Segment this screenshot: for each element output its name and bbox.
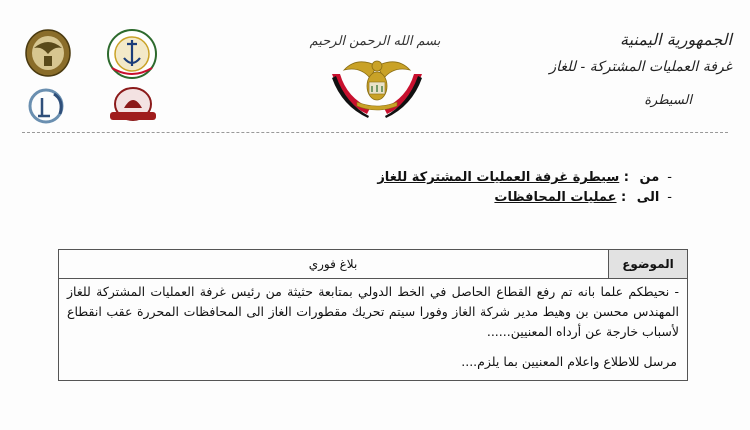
gas-company-logo-icon <box>24 86 72 126</box>
navy-emblem-icon <box>106 28 158 80</box>
from-line: -من : سيطرة غرفة العمليات المشتركة للغاز <box>377 170 672 185</box>
military-emblem-icon <box>24 28 72 78</box>
to-value: عمليات المحافظات <box>494 190 617 205</box>
letterhead <box>522 30 732 108</box>
subject-label: الموضوع <box>608 250 687 278</box>
from-label: من <box>639 170 660 185</box>
subject-value: بلاغ فوري <box>308 257 358 271</box>
from-value: سيطرة غرفة العمليات المشتركة للغاز <box>377 170 620 185</box>
to-line: -الى : عمليات المحافظات <box>494 190 672 205</box>
unit-badge-icon <box>106 86 160 124</box>
subject-row <box>59 250 687 279</box>
eagle-emblem-icon <box>322 52 432 122</box>
department-name: غرفة العمليات المشتركة - للغاز <box>549 59 732 75</box>
basmala: بسم الله الرحمن الرحيم <box>309 34 441 49</box>
memo-box <box>58 249 688 381</box>
country-name: الجمهورية اليمنية <box>619 30 732 49</box>
to-label: الى <box>636 190 660 205</box>
office-name: السيطرة <box>644 93 692 108</box>
memo-body: - نحيطكم علما بانه تم رفع القطاع الحاصل في الخط الدولي بمتابعة حثيثة من رئيس غرفة العمليات المشتركة للغاز المهندس محسن بن وهيط مدير شركة الغاز وفورا سيتم تحريك مقطورات الغاز الى المحافظات المحررة عقب انقطاع لأسباب خارجة عن أرداه المعنيين...... <box>67 284 679 339</box>
header-divider <box>22 132 728 133</box>
memo-closing: مرسل للاطلاع واعلام المعنيين بما يلزم.... <box>461 354 677 369</box>
